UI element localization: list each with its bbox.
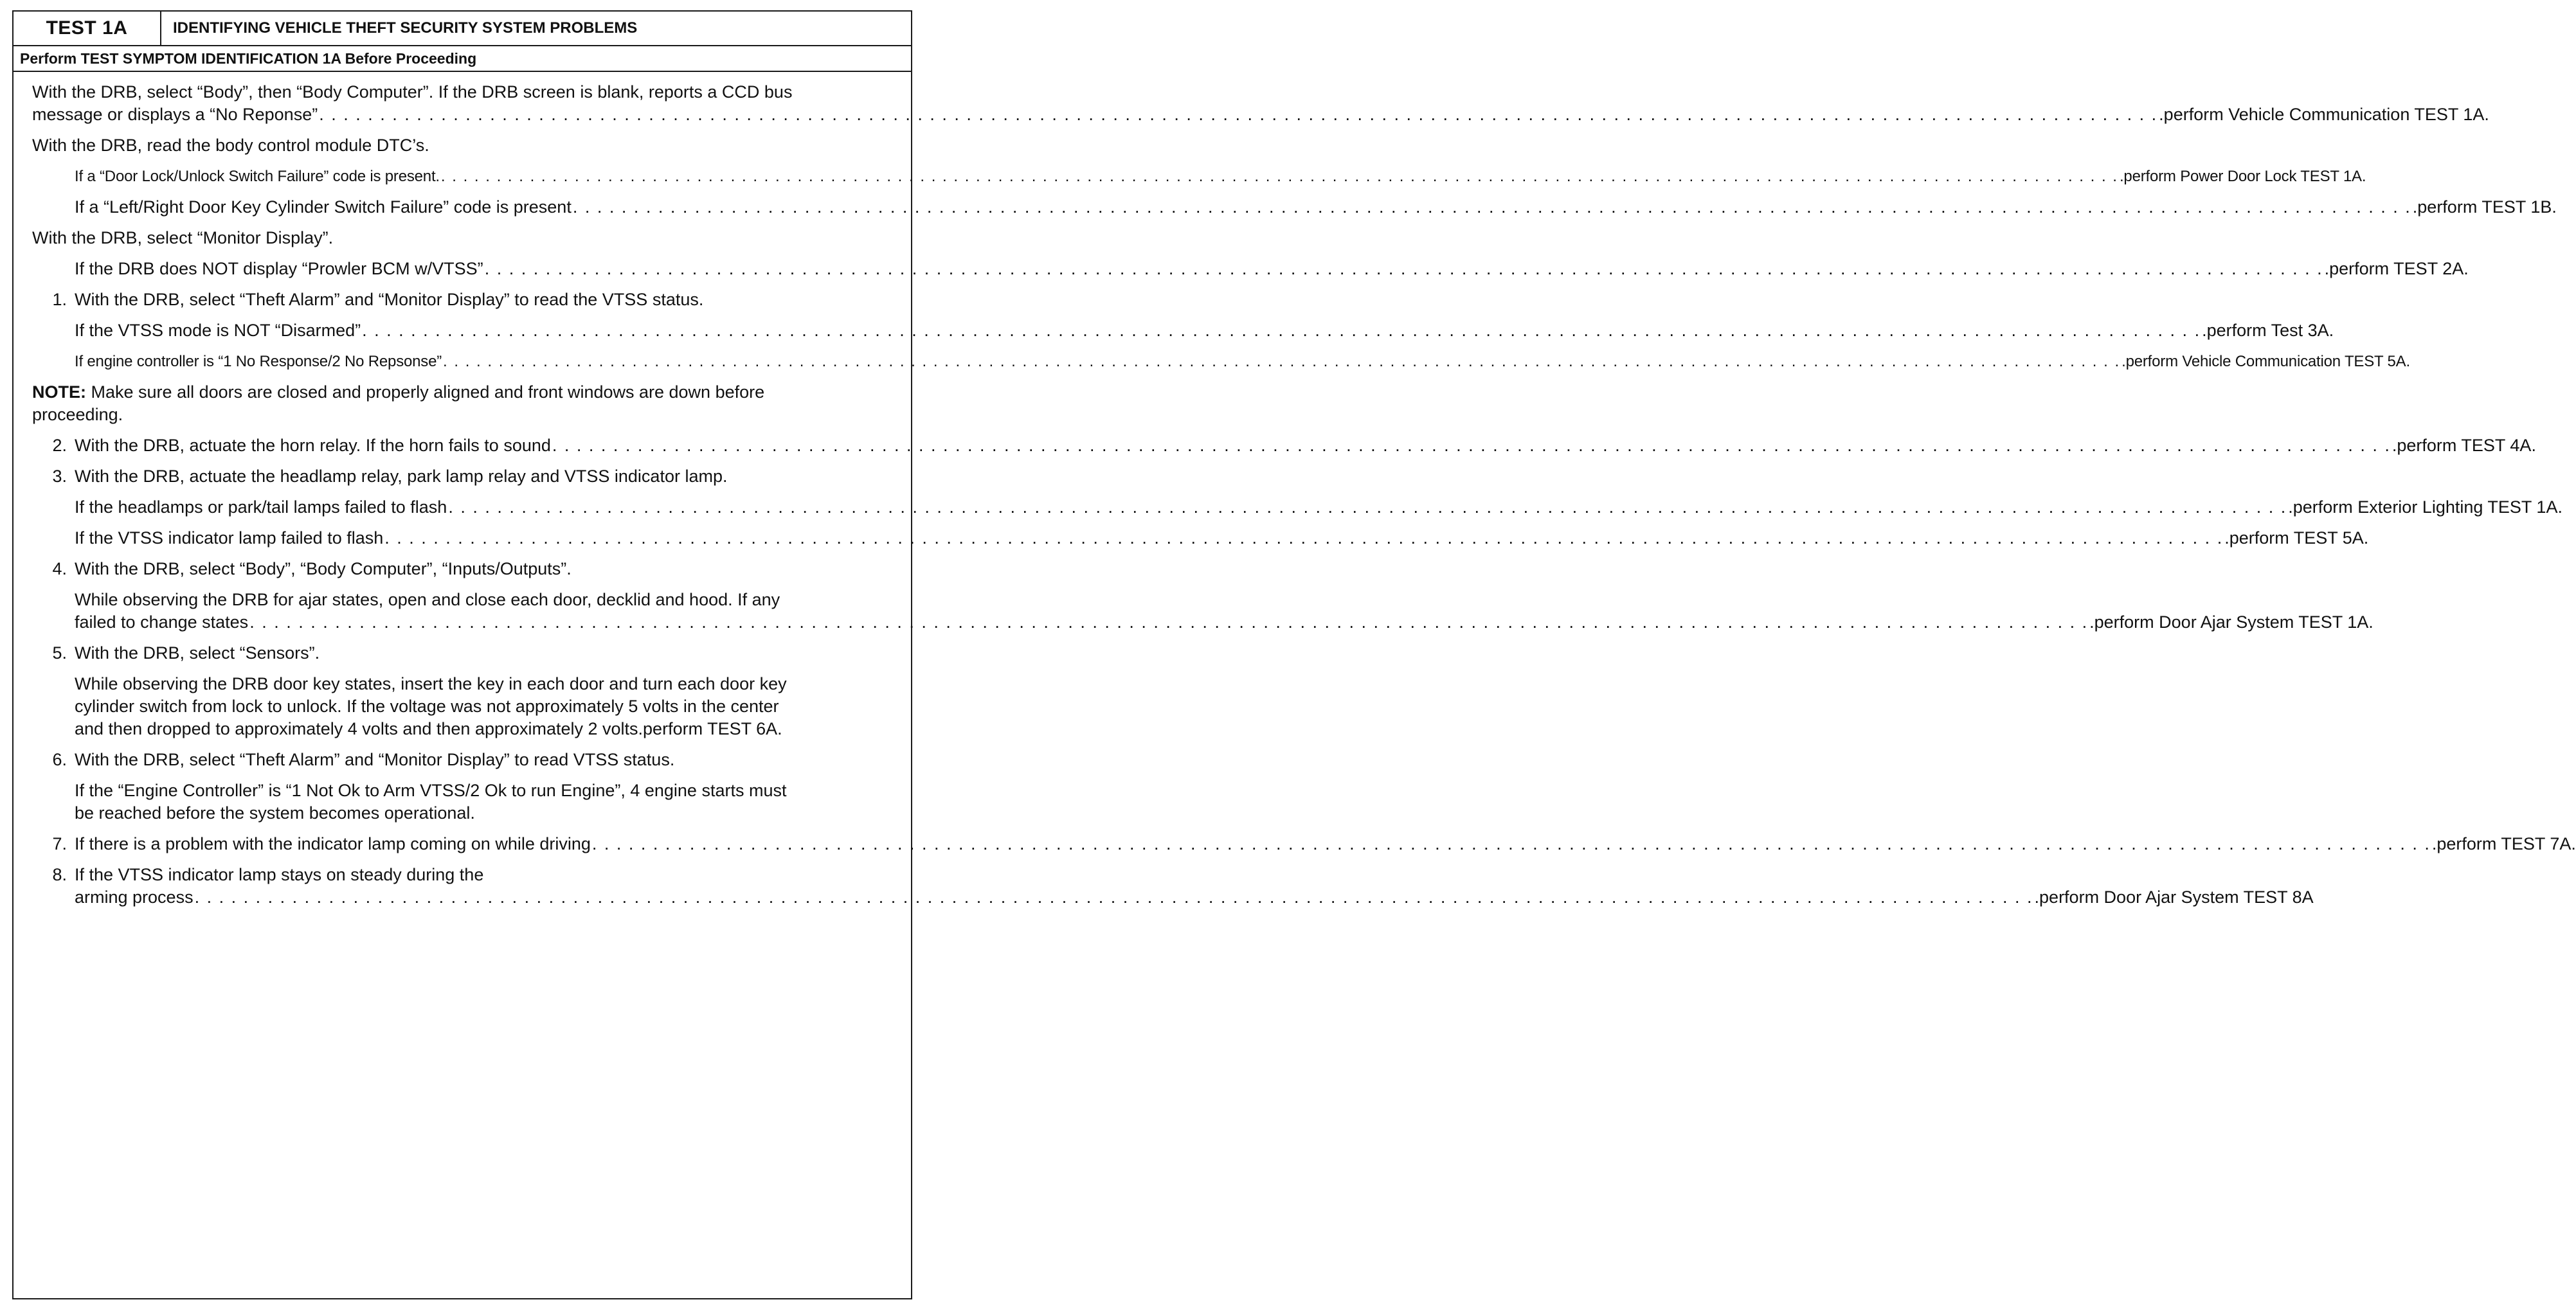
- step-6-detail: [75, 780, 901, 825]
- header-row: [14, 12, 911, 46]
- detail-line1: While observing the DRB door key states, insert the key in each door and turn each door key: [75, 674, 787, 693]
- condition-door-lock: [75, 165, 2366, 188]
- step-3: [32, 465, 901, 488]
- intro-p1-condition: message or displays a “No Reponse”: [32, 105, 318, 124]
- condition-vtss-mode: [75, 319, 2334, 342]
- step-text-block: [75, 864, 2314, 909]
- step-text: With the DRB, select “Sensors”.: [75, 643, 320, 663]
- condition-text: If the VTSS mode is NOT “Disarmed”: [75, 321, 361, 340]
- condition-engine-controller: [75, 350, 2410, 373]
- step-result: .perform TEST 4A.: [2391, 436, 2536, 455]
- intro-p1-result: .perform Vehicle Communication TEST 1A.: [2159, 105, 2489, 124]
- condition-text: If the VTSS indicator lamp failed to flash: [75, 528, 384, 548]
- condition-result: .perform Exterior Lighting TEST 1A.: [2288, 497, 2562, 517]
- condition-text: If the headlamps or park/tail lamps failed to flash: [75, 497, 447, 517]
- step-result: .perform Door Ajar System TEST 8A: [2034, 887, 2314, 907]
- condition-text: arming process: [75, 887, 194, 907]
- test-id: TEST 1A: [14, 12, 161, 45]
- step-text-row: [75, 434, 2536, 457]
- prerequisite-line: Perform TEST SYMPTOM IDENTIFICATION 1A Before Proceeding: [14, 46, 911, 72]
- note-line1: [32, 381, 901, 404]
- step-text-row: [75, 833, 2576, 855]
- leader-dots: [384, 527, 2223, 549]
- leader-dots: [362, 319, 2201, 342]
- step-result: .perform TEST 7A.: [2431, 834, 2576, 853]
- leader-dots: [552, 434, 2391, 457]
- note-block: [32, 381, 901, 426]
- leader-dots: [195, 886, 2033, 909]
- step-number: 5.: [52, 643, 67, 663]
- leader-dots: [448, 496, 2287, 519]
- condition-result: .perform Vehicle Communication TEST 5A.: [2121, 353, 2410, 370]
- step-number: 3.: [52, 467, 67, 486]
- step-8: [32, 864, 2314, 909]
- condition-indicator-lamp: [75, 527, 2369, 549]
- intro-p1-line1: With the DRB, select “Body”, then “Body Computer”. If the DRB screen is blank, reports a CCD bus: [32, 82, 793, 102]
- step-number: 4.: [52, 559, 67, 578]
- step-2: [32, 434, 2536, 457]
- leader-dots: [573, 196, 2411, 218]
- step-text: If there is a problem with the indicator lamp coming on while driving: [75, 834, 591, 853]
- intro-p1-line2: [32, 103, 2489, 126]
- condition-text: If a “Door Lock/Unlock Switch Failure” code is present.: [75, 168, 440, 185]
- step-text: With the DRB, select “Body”, “Body Computer”, “Inputs/Outputs”.: [75, 559, 572, 578]
- step-number: 7.: [52, 834, 67, 853]
- detail-line2: cylinder switch from lock to unlock. If the voltage was not approximately 5 volts in the center: [75, 697, 779, 716]
- procedure-body: [14, 72, 2576, 909]
- leader-dots: [485, 258, 2323, 280]
- step-text: If the VTSS indicator lamp stays on steady during the: [75, 865, 484, 884]
- step-number: 2.: [52, 436, 67, 455]
- condition-result: .perform Test 3A.: [2202, 321, 2334, 340]
- step-text: With the DRB, actuate the headlamp relay, park lamp relay and VTSS indicator lamp.: [75, 467, 728, 486]
- note-label: NOTE:: [32, 382, 86, 402]
- step-1: [32, 289, 901, 311]
- leader-dots: [443, 350, 2120, 373]
- step-4: [32, 558, 901, 580]
- condition-text: If a “Left/Right Door Key Cylinder Switch Failure” code is present: [75, 197, 572, 217]
- leader-dots: [441, 165, 2118, 188]
- condition-result: .perform TEST 1B.: [2412, 197, 2557, 217]
- intro-paragraph-2: With the DRB, read the body control module DTC’s.: [32, 136, 429, 155]
- leader-dots: [319, 103, 2157, 126]
- leader-dots: [249, 611, 2088, 634]
- detail-line2: [75, 611, 2373, 634]
- leader-dots: [592, 833, 2431, 855]
- condition-headlamps: [75, 496, 2562, 519]
- step-number: 8.: [52, 865, 67, 884]
- test-title: IDENTIFYING VEHICLE THEFT SECURITY SYSTEM PROBLEMS: [173, 19, 638, 37]
- condition-result: .perform TEST 5A.: [2224, 528, 2369, 548]
- condition-text: failed to change states: [75, 612, 249, 632]
- step-5: [32, 642, 901, 664]
- step-number: 1.: [52, 290, 67, 309]
- step-5-detail: [75, 673, 901, 740]
- detail-line1: If the “Engine Controller” is “1 Not Ok to Arm VTSS/2 Ok to run Engine”, 4 engine starts must: [75, 781, 787, 800]
- note-line2: proceeding.: [32, 405, 123, 424]
- detail-line1: While observing the DRB for ajar states, open and close each door, decklid and hood. If any: [75, 590, 780, 609]
- condition-key-cylinder: [75, 196, 2557, 218]
- step-4-detail: [75, 589, 2373, 634]
- condition-result: .perform Door Ajar System TEST 1A.: [2089, 612, 2373, 632]
- condition-result: .perform TEST 2A.: [2324, 259, 2469, 278]
- step-text: With the DRB, select “Theft Alarm” and “Monitor Display” to read the VTSS status.: [75, 290, 704, 309]
- intro-paragraph-1: [32, 81, 2489, 126]
- step-text-row: [75, 886, 2314, 909]
- step-7: [32, 833, 2576, 855]
- procedure-sheet: [12, 10, 2576, 1299]
- condition-text: If engine controller is “1 No Response/2 No Repsonse”: [75, 353, 442, 370]
- step-text: With the DRB, select “Theft Alarm” and “Monitor Display” to read VTSS status.: [75, 750, 675, 769]
- step-text: With the DRB, actuate the horn relay. If the horn fails to sound: [75, 436, 551, 455]
- step-number: 6.: [52, 750, 67, 769]
- condition-prowler-bcm: [75, 258, 2469, 280]
- detail-line3: and then dropped to approximately 4 volts and then approximately 2 volts.perform TEST 6A.: [75, 719, 782, 738]
- detail-line2: be reached before the system becomes operational.: [75, 803, 475, 823]
- step-6: [32, 749, 901, 771]
- condition-text: If the DRB does NOT display “Prowler BCM w/VTSS”: [75, 259, 483, 278]
- intro-paragraph-3: With the DRB, select “Monitor Display”.: [32, 228, 334, 247]
- condition-result: .perform Power Door Lock TEST 1A.: [2119, 168, 2366, 185]
- note-text: Make sure all doors are closed and properly aligned and front windows are down before: [91, 382, 765, 402]
